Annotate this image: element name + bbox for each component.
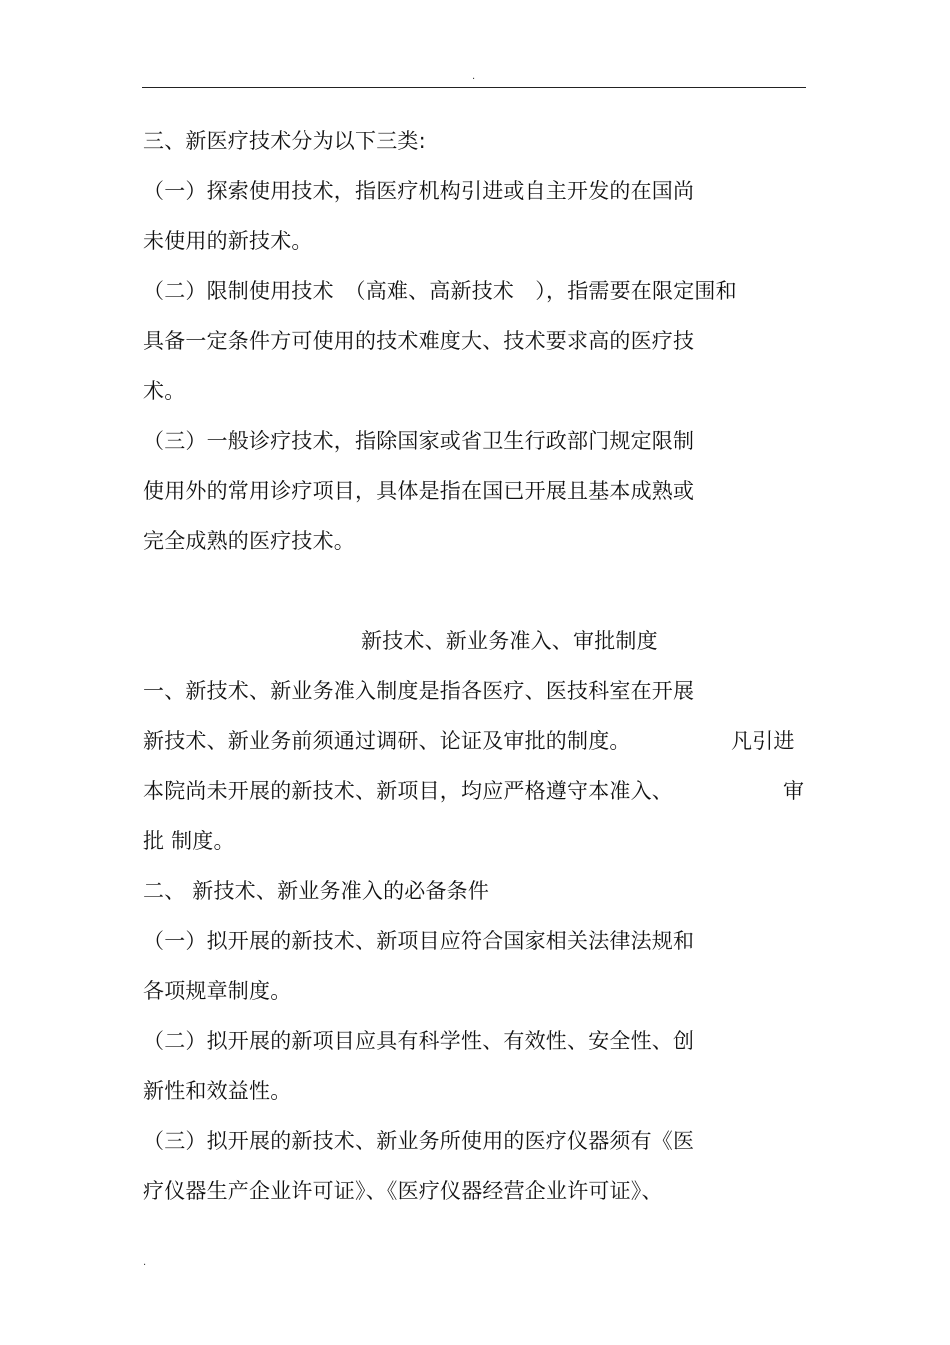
category-3-line-3: 完全成熟的医疗技术。 bbox=[143, 529, 355, 553]
paragraph-1-line-2: 新技术、新业务前须通过调研、论证及审批的制度。 bbox=[143, 729, 631, 753]
category-3-line-2: 使用外的常用诊疗项目，具体是指在国已开展且基本成熟或 bbox=[143, 479, 695, 503]
paragraph-1-line-2-tail: 凡引进 bbox=[731, 729, 795, 753]
paragraph-1-line-1: 一、新技术、新业务准入制度是指各医疗、医技科室在开展 bbox=[143, 679, 695, 703]
condition-1-line-1: （一）拟开展的新技术、新项目应符合国家相关法律法规和 bbox=[143, 929, 695, 953]
section-heading-categories: 三、新医疗技术分为以下三类: bbox=[143, 129, 426, 153]
paragraph-1-line-3-tail: 审 bbox=[783, 779, 805, 803]
condition-3-line-2: 疗仪器生产企业许可证》、《医疗仪器经营企业许可证》、 bbox=[143, 1179, 663, 1203]
condition-2-line-2: 新性和效益性。 bbox=[143, 1079, 292, 1103]
category-3-line-1: （三）一般诊疗技术，指除国家或省卫生行政部门规定限制 bbox=[143, 429, 695, 453]
conditions-heading: 二、 新技术、新业务准入的必备条件 bbox=[143, 879, 490, 903]
paragraph-1-line-3: 本院尚未开展的新技术、新项目，均应严格遵守本准入、 bbox=[143, 779, 673, 803]
condition-2-line-1: （二）拟开展的新项目应具有科学性、有效性、安全性、创 bbox=[143, 1029, 695, 1053]
category-2-line-1: （二）限制使用技术 （高难、高新技术 ），指需要在限定围和 bbox=[143, 279, 737, 303]
header-mark: . bbox=[472, 71, 476, 82]
category-1-line-2: 未使用的新技术。 bbox=[143, 229, 313, 253]
section-title: 新技术、新业务准入、审批制度 bbox=[361, 629, 658, 653]
paragraph-1-line-4: 批 制度。 bbox=[143, 829, 235, 853]
condition-3-line-1: （三）拟开展的新技术、新业务所使用的医疗仪器须有《医 bbox=[143, 1129, 695, 1153]
category-2-line-3: 术。 bbox=[143, 379, 186, 403]
category-2-line-2: 具备一定条件方可使用的技术难度大、技术要求高的医疗技 bbox=[143, 329, 695, 353]
category-1-line-1: （一）探索使用技术，指医疗机构引进或自主开发的在国尚 bbox=[143, 179, 695, 203]
header-divider bbox=[142, 87, 806, 88]
footer-mark: . bbox=[143, 1257, 147, 1268]
condition-1-line-2: 各项规章制度。 bbox=[143, 979, 292, 1003]
